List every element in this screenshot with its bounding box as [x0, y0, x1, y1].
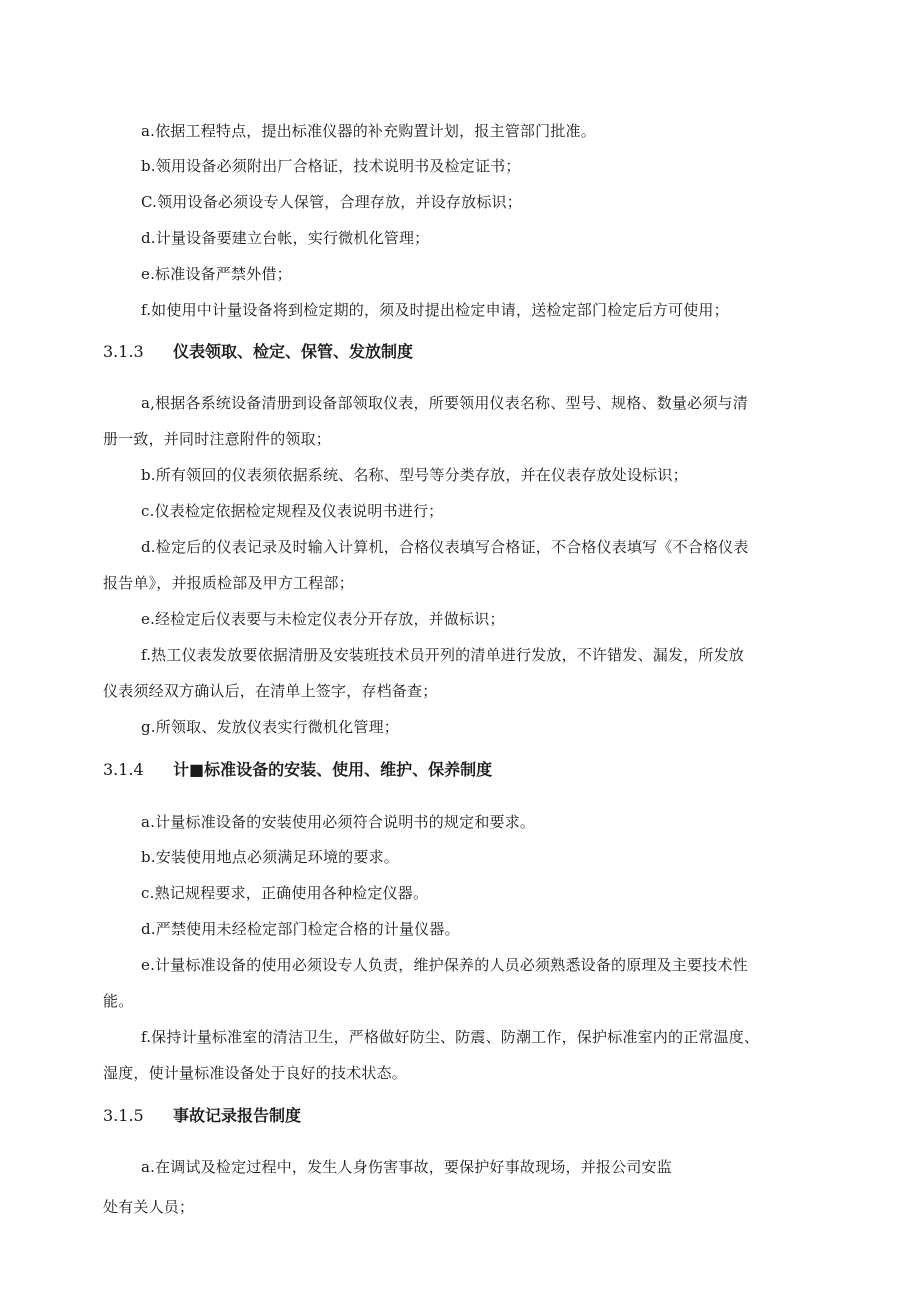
list-item: d.检定后的仪表记录及时输入计算机，合格仪表填写合格证，不合格仪表填写《不合格仪表 — [141, 538, 749, 556]
section-heading-3-1-4 — [103, 759, 492, 781]
list-item: a,根据各系统设备清册到设备部领取仪表，所要领用仪表名称、型号、规格、数量必须与清 — [141, 394, 748, 412]
list-item: a.在调试及检定过程中，发生人身伤害事故，要保护好事故现场，并报公司安监 — [141, 1158, 672, 1176]
list-item: f.热工仪表发放要依据清册及安装班技术员开列的清单进行发放，不许错发、漏发，所发放 — [141, 646, 744, 664]
list-item-continuation: 处有关人员； — [103, 1198, 195, 1216]
list-item: e.经检定后仪表要与未检定仪表分开存放，并做标识； — [141, 610, 505, 628]
section-number: 3.1.4 — [103, 760, 144, 779]
list-item: g.所领取、发放仪表实行微机化管理； — [141, 718, 399, 736]
list-item: e.标准设备严禁外借； — [141, 265, 292, 283]
list-item: a.计量标准设备的安装使用必须符合说明书的规定和要求。 — [141, 813, 536, 831]
section-heading-3-1-5 — [103, 1105, 301, 1127]
list-item: d.严禁使用未经检定部门检定合格的计量仪器。 — [141, 920, 460, 938]
list-item: b.领用设备必须附出厂合格证，技术说明书及检定证书； — [141, 157, 521, 175]
section-title: 事故记录报告制度 — [173, 1106, 302, 1125]
list-item: c.熟记规程要求，正确使用各种检定仪器。 — [141, 884, 429, 902]
list-item-continuation: 册一致，并同时注意附件的领取； — [103, 430, 332, 448]
section-title: 仪表领取、检定、保管、发放制度 — [173, 342, 414, 361]
list-item-continuation: 能。 — [103, 992, 134, 1010]
list-item: e.计量标准设备的使用必须设专人负责，维护保养的人员必须熟悉设备的原理及主要技术性 — [141, 956, 748, 974]
list-item-continuation: 仪表须经双方确认后，在清单上签字，存档备查； — [103, 682, 438, 700]
list-item: C.领用设备必须设专人保管，合理存放，并设存放标识； — [141, 193, 522, 211]
section-number: 3.1.5 — [103, 1106, 144, 1125]
list-item: d.计量设备要建立台帐，实行微机化管理； — [141, 229, 430, 247]
list-item: b.所有领回的仪表须依据系统、名称、型号等分类存放，并在仪表存放处设标识； — [141, 466, 688, 484]
list-item: f.如使用中计量设备将到检定期的，须及时提出检定申请，送检定部门检定后方可使用； — [141, 301, 729, 319]
section-number: 3.1.3 — [103, 342, 144, 361]
list-item-continuation: 湿度，使计量标准设备处于良好的技术状态。 — [103, 1064, 408, 1082]
list-item-continuation: 报告单》，并报质检部及甲方工程部； — [103, 574, 354, 592]
list-item: f.保持计量标准室的清洁卫生，严格做好防尘、防震、防潮工作，保护标准室内的正常温度、 — [141, 1028, 760, 1046]
list-item: c.仪表检定依据检定规程及仪表说明书进行； — [141, 502, 444, 520]
list-item: b.安装使用地点必须满足环境的要求。 — [141, 848, 399, 866]
section-heading-3-1-3 — [103, 341, 413, 363]
section-title: 计■标准设备的安装、使用、维护、保养制度 — [173, 760, 493, 779]
list-item: a.依据工程特点，提出标准仪器的补充购置计划，报主管部门批准。 — [141, 122, 596, 140]
